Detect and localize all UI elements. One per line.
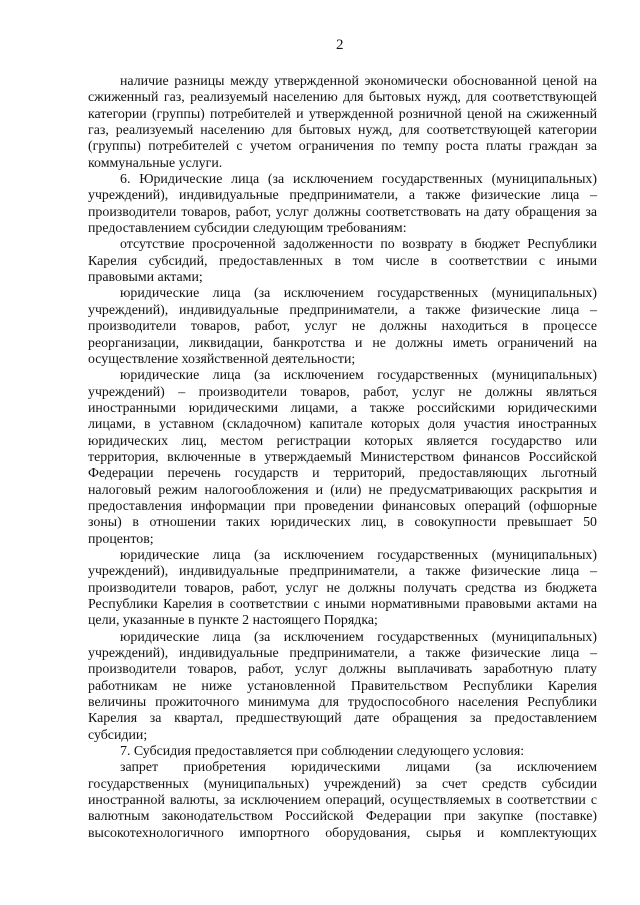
- text-line: производители товаров, работ, услуг не должны получать средства из бюджета: [88, 580, 597, 596]
- text-line: реорганизации, ликвидации, банкротства и не должны иметь ограничений на: [88, 335, 597, 351]
- text-line: учреждений), индивидуальные предприниматели, а также физические лица –: [88, 564, 597, 580]
- text-line: лицами, в уставном (складочном) капитале которых доля участия иностранных: [88, 417, 597, 433]
- text-line: юридические лица (за исключением государственных (муниципальных): [120, 368, 597, 384]
- text-line: учреждений), индивидуальные предприниматели, а также физические лица –: [88, 302, 597, 318]
- text-line: величины прожиточного минимума для трудоспособного населения Республики: [88, 695, 597, 711]
- text-line: предоставлением субсидии следующим требованиям:: [88, 221, 407, 237]
- paragraph: [88, 368, 597, 548]
- text-line: процентов;: [88, 531, 154, 547]
- text-line: Карелия за квартал, предшествующий дате обращения за предоставлением: [88, 711, 597, 727]
- text-line: высокотехнологичного импортного оборудования, сырья и комплектующих: [88, 825, 597, 841]
- paragraph: [88, 548, 597, 630]
- paragraph: [88, 630, 597, 744]
- text-line: коммунальные услуги.: [88, 155, 223, 171]
- text-line: категории (группы) потребителей и утвержденной розничной ценой на сжиженный: [88, 106, 597, 122]
- paragraph: [88, 760, 597, 842]
- text-line: работникам не ниже установленной Правительством Республики Карелия: [88, 678, 597, 694]
- text-line: учреждений), индивидуальные предприниматели, а также физические лица –: [88, 188, 597, 204]
- text-line: производители товаров, работ, услуг должны выплачивать заработную плату: [88, 662, 597, 678]
- text-line: предоставления информации при проведении финансовых операций (офшорные: [88, 498, 597, 514]
- text-line: юридических лиц, местом регистрации которых является государство или: [88, 433, 597, 449]
- text-line: цели, указанные в пункте 2 настоящего Порядка;: [88, 613, 378, 629]
- text-line: субсидии;: [88, 727, 148, 743]
- text-line: Федерации перечень государств и территорий, предоставляющих льготный: [88, 466, 597, 482]
- text-line: Республики Карелия в соответствии с иными нормативными правовыми актами на: [88, 597, 597, 612]
- text-line: 6. Юридические лица (за исключением государственных (муниципальных): [120, 172, 597, 188]
- text-line: налоговый режим налогообложения и (или) не предусматривающих раскрытия и: [88, 482, 597, 498]
- text-line: иностранными юридическими лицами, а также российскими юридическими: [88, 400, 597, 416]
- text-line: учреждений) – производители товаров, работ, услуг не должны являться: [88, 384, 597, 400]
- paragraph: [88, 172, 597, 237]
- text-line: сжиженный газ, реализуемый населению для бытовых нужд, для соответствующей: [88, 90, 597, 106]
- text-line: производители товаров, работ, услуг должны соответствовать на дату обращения за: [88, 204, 597, 220]
- text-line: правовыми актами;: [88, 270, 203, 286]
- text-line: юридические лица (за исключением государственных (муниципальных): [120, 547, 597, 563]
- paragraph: [88, 286, 597, 368]
- text-line: Карелия субсидий, предоставленных в том числе в соответствии с иными: [88, 253, 597, 269]
- text-line: 7. Субсидия предоставляется при соблюдении следующего условия:: [120, 744, 525, 760]
- document-body: [88, 74, 597, 842]
- text-line: иностранной валюты, за исключением операций, осуществляемых в соответствии с: [88, 793, 597, 809]
- text-line: наличие разницы между утвержденной экономически обоснованной ценой на: [120, 74, 597, 89]
- page-number: 2: [336, 37, 344, 53]
- text-line: газ, реализуемый населению для бытовых нужд, для соответствующей категории: [88, 123, 597, 139]
- text-line: зоны) в отношении таких юридических лиц, в совокупности превышает 50: [88, 515, 597, 531]
- text-line: территория, включенные в утверждаемый Министерством финансов Российской: [88, 449, 597, 465]
- paragraph: [88, 237, 597, 286]
- text-line: юридические лица (за исключением государственных (муниципальных): [120, 629, 597, 645]
- text-line: учреждений), индивидуальные предприниматели, а также физические лица –: [88, 646, 597, 662]
- text-line: производители товаров, работ, услуг не должны находиться в процессе: [88, 319, 597, 335]
- text-line: (группы) потребителей с учетом ограничения по темпу роста платы граждан за: [88, 139, 597, 155]
- text-line: юридические лица (за исключением государственных (муниципальных): [120, 286, 597, 302]
- paragraph: [88, 74, 597, 172]
- paragraph: [88, 744, 597, 760]
- text-line: запрет приобретения юридическими лицами (за исключением: [120, 760, 597, 776]
- text-line: осуществление хозяйственной деятельности;: [88, 351, 356, 367]
- text-line: валютным законодательством Российской Федерации при закупке (поставке): [88, 809, 597, 825]
- text-line: отсутствие просроченной задолженности по возврату в бюджет Республики: [120, 237, 597, 253]
- text-line: государственных (муниципальных) учреждений) за счет средств субсидии: [88, 776, 597, 792]
